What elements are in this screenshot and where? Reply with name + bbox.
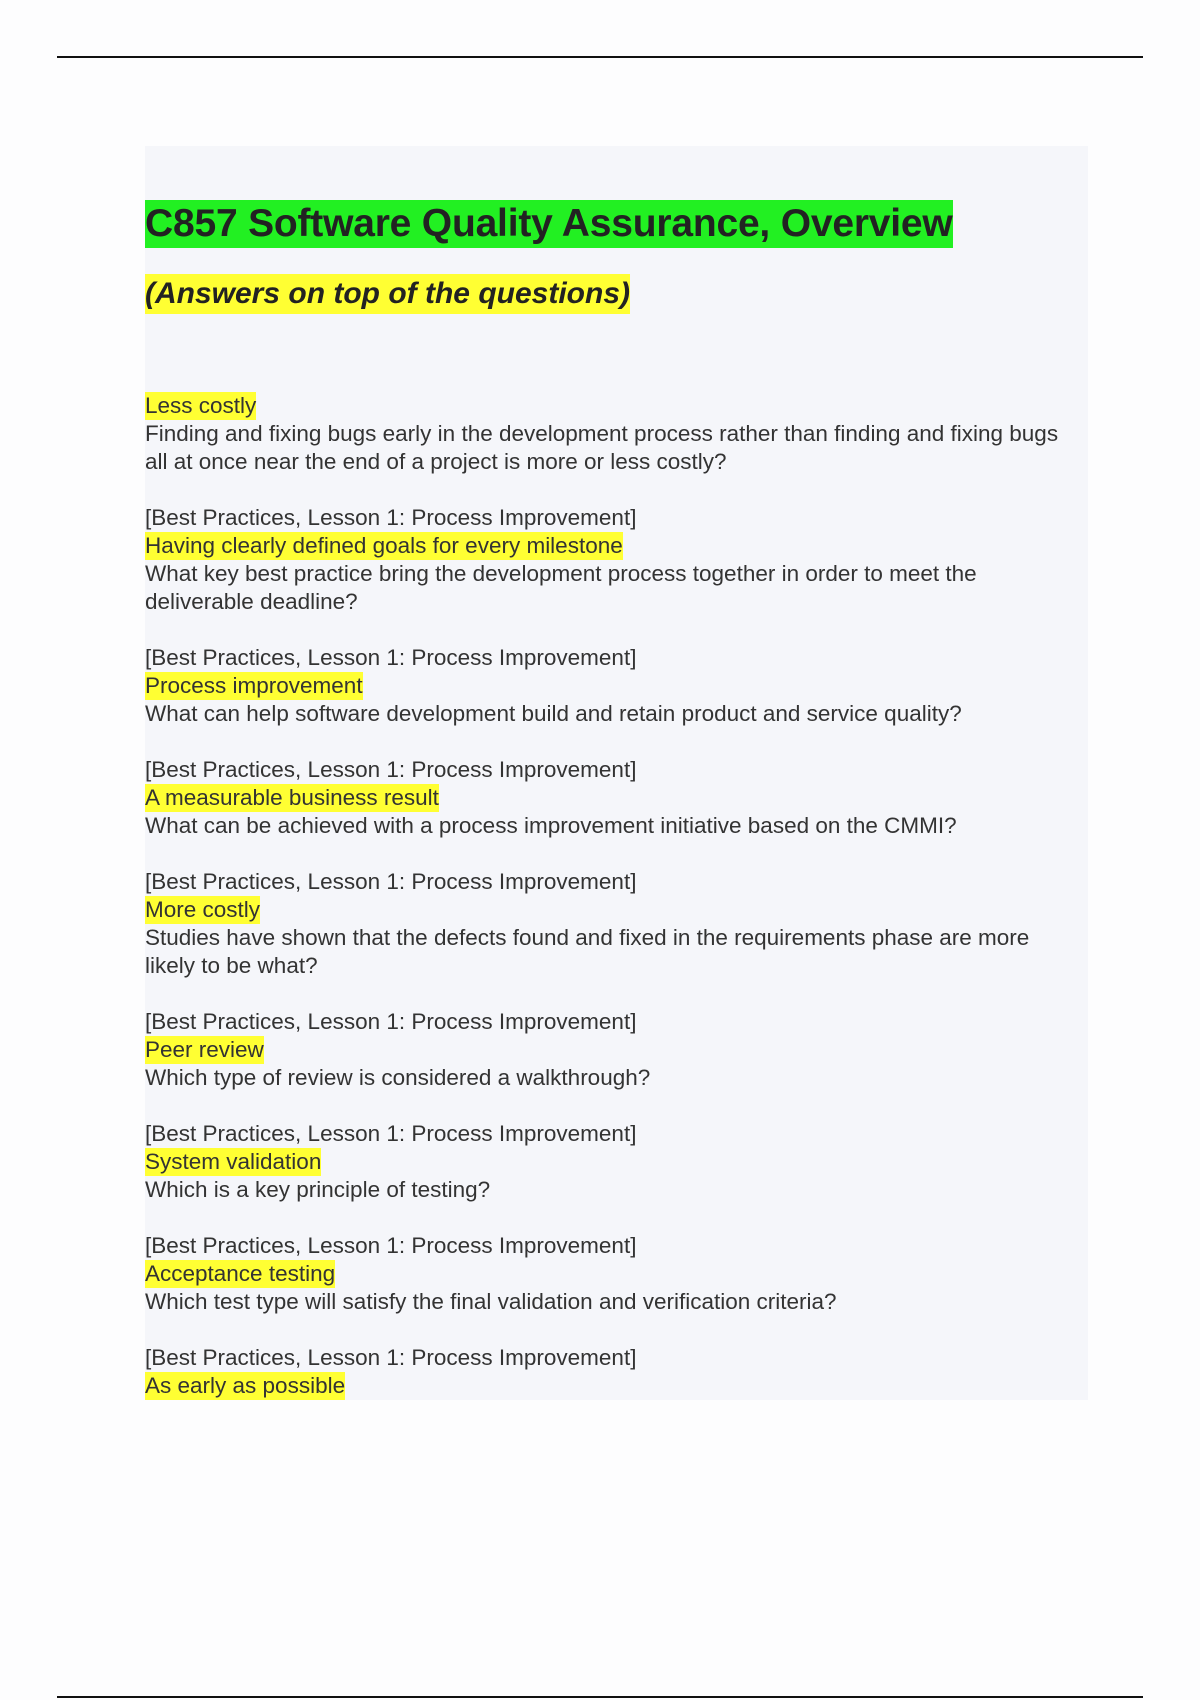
question-text: What key best practice bring the development process together in order to meet the deliverable deadline? bbox=[145, 561, 977, 614]
lesson-reference: [Best Practices, Lesson 1: Process Improvement] bbox=[145, 645, 637, 670]
qa-item bbox=[145, 1120, 1075, 1204]
qa-list bbox=[145, 392, 1075, 1400]
qa-item bbox=[145, 392, 1075, 476]
document-title: C857 Software Quality Assurance, Overview bbox=[145, 200, 953, 248]
answer-text: System validation bbox=[145, 1149, 322, 1174]
answer-text: Less costly bbox=[145, 393, 257, 418]
question-text: What can be achieved with a process improvement initiative based on the CMMI? bbox=[145, 813, 957, 838]
qa-item bbox=[145, 1344, 1075, 1400]
question-text: Finding and fixing bugs early in the development process rather than finding and fixing bugs all at once near the end of a project is more or less costly? bbox=[145, 421, 1059, 474]
answer-text: More costly bbox=[145, 897, 261, 922]
lesson-reference: [Best Practices, Lesson 1: Process Improvement] bbox=[145, 757, 637, 782]
bottom-rule bbox=[57, 1696, 1143, 1698]
question-text: Which test type will satisfy the final validation and verification criteria? bbox=[145, 1289, 837, 1314]
lesson-reference: [Best Practices, Lesson 1: Process Improvement] bbox=[145, 505, 637, 530]
qa-item bbox=[145, 644, 1075, 728]
qa-item bbox=[145, 504, 1075, 616]
lesson-reference: [Best Practices, Lesson 1: Process Improvement] bbox=[145, 1345, 637, 1370]
answer-text: A measurable business result bbox=[145, 785, 439, 810]
answer-text: Having clearly defined goals for every milestone bbox=[145, 533, 623, 558]
question-text: Which type of review is considered a walkthrough? bbox=[145, 1065, 651, 1090]
top-rule bbox=[57, 56, 1143, 58]
lesson-reference: [Best Practices, Lesson 1: Process Improvement] bbox=[145, 1121, 637, 1146]
question-text: What can help software development build and retain product and service quality? bbox=[145, 701, 962, 726]
lesson-reference: [Best Practices, Lesson 1: Process Improvement] bbox=[145, 869, 637, 894]
document-content bbox=[145, 200, 1075, 1428]
answer-text: Acceptance testing bbox=[145, 1261, 336, 1286]
question-text: Studies have shown that the defects found and fixed in the requirements phase are more likely to be what? bbox=[145, 925, 1030, 978]
qa-item bbox=[145, 756, 1075, 840]
answer-text: Peer review bbox=[145, 1037, 264, 1062]
answer-text: Process improvement bbox=[145, 673, 363, 698]
qa-item bbox=[145, 1232, 1075, 1316]
question-text: Which is a key principle of testing? bbox=[145, 1177, 491, 1202]
lesson-reference: [Best Practices, Lesson 1: Process Improvement] bbox=[145, 1233, 637, 1258]
lesson-reference: [Best Practices, Lesson 1: Process Improvement] bbox=[145, 1009, 637, 1034]
qa-item bbox=[145, 1008, 1075, 1092]
document-subtitle: (Answers on top of the questions) bbox=[145, 274, 630, 314]
qa-item bbox=[145, 868, 1075, 980]
answer-text: As early as possible bbox=[145, 1373, 346, 1398]
